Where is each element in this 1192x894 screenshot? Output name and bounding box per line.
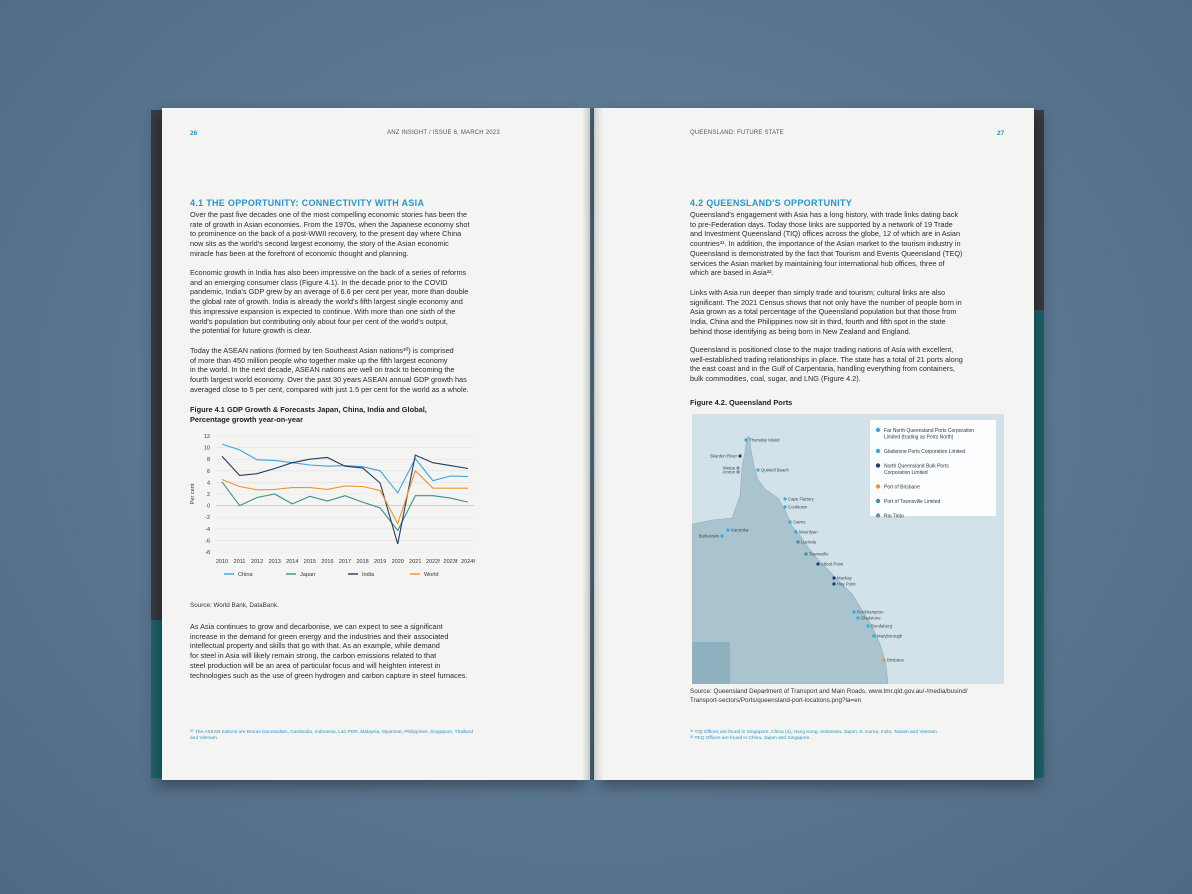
port-marker [744,438,747,441]
legend-label: World [424,572,439,578]
text-line: Transport-sectors/Ports/queensland-port-locations.png?la=en [690,696,862,704]
text-line: Links with Asia run deeper than simply trade and tourism; cultural links are also [690,288,946,297]
x-tick-label: 2023f [443,559,458,565]
text-line: and Investment Queensland (TIQ) offices across the globe, 12 of which are in Asian [690,229,960,239]
x-tick-label: 2013 [268,559,281,565]
y-tick-label: 0 [206,503,210,510]
port-label: Maryborough [877,633,903,639]
port-marker [832,576,835,579]
y-axis-label: Per cent [190,483,196,505]
port-marker [736,466,739,469]
text-line: in the world. In the next decade, ASEAN nations are well on track to becoming the [190,365,455,375]
port-marker [804,552,807,555]
port-marker [756,468,759,471]
x-tick-label: 2019 [374,559,387,565]
figure-title: Figure 4.2. Queensland Ports [690,398,793,407]
page-number: 27 [997,130,1005,137]
port-marker [738,454,741,457]
text-line: to prominence on the back of a post-WWII recovery, to the present day where China [190,229,462,239]
text-line: India, China and the Philippines now sit in third, fourth and fifth spot in the state [690,317,946,327]
y-tick-label: 8 [206,457,210,464]
y-tick-label: -6 [205,538,210,545]
port-label: Amrun [722,469,735,475]
text-line: technologies such as the use of green hydrogen and carbon capture in steel furnaces. [190,670,468,680]
legend-label: Rio Tinto [884,513,904,520]
legend-label: Corporation Limited [884,469,928,476]
text-line: Economic growth in India has also been impressive on the back of a series of reforms [190,268,467,277]
legend-label: North Queensland Bulk Ports [884,463,949,470]
y-tick-label: -2 [205,515,210,522]
text-line: significant. The 2021 Census shows that not only have the number of people born in [690,297,962,307]
y-tick-label: -8 [205,550,210,556]
port-label: Hay Point [837,581,856,587]
text-line: Figure 4.1 GDP Growth & Forecasts Japan, China, India and Global, [190,405,427,414]
text-line: for steel in Asia will likely remain strong, the carbon emissions related to that [190,651,437,661]
figure-source [690,688,1030,705]
page-number: 26 [190,130,198,137]
text-line: this impressive expansion is expected to continue. With more than one sixth of the [190,306,456,316]
y-tick-label: 6 [206,468,210,475]
text-line: Percentage growth year-on-year [190,414,303,424]
paragraph [690,345,1020,384]
port-label: Mourilyan [799,529,818,535]
y-tick-label: 10 [203,445,210,452]
text-line: ³¹ TIQ Offices are found in Singapore, China (4), Hong Kong, Indonesia, Japan, S. Korea, India, Taiwan and Vietnam. [690,730,939,735]
y-tick-label: 2 [206,492,210,498]
port-label: Brisbane [887,657,904,663]
text-line: behind those identifying as being born in New Zealand and England. [690,326,911,336]
text-line: ³² TEQ Offices are found in China, Japan and Singapore. [690,736,811,741]
text-line: and an emerging consumer class (Figure 4.1). In the decade prior to the COVID [190,277,448,287]
port-label: Thursday Island [749,437,780,443]
section-heading: 4.2 QUEENSLAND'S OPPORTUNITY [690,198,853,208]
y-tick-label: 12 [203,434,210,440]
port-label: Lucinda [801,539,817,545]
text-line: now sits as the world's second largest economy, the story of the Asian economic [190,239,449,249]
text-line: averaged close to 5 per cent, compared with just 1.5 per cent for the world as a whole. [190,384,469,394]
legend-label: Far North Queensland Ports Corporation [884,427,975,434]
text-line: intellectual property and skills that go with that. As an example, while demand [190,641,440,651]
text-line: world's population but contributing only about four per cent of the world's output, [190,316,448,326]
page-header: QUEENSLAND: FUTURE STATE [690,130,784,136]
closing-paragraph [190,622,580,680]
legend-label: Port of Townsville Limited [884,498,941,505]
text-line: Asia grown as a total percentage of the Queensland population but that those from [690,307,957,317]
text-line: miracle has been at the forefront of economic thought and planning. [190,248,409,258]
legend-label: India [362,572,375,578]
text-line: Queensland is demonstrated by the fact that Tourism and Events Queensland (TEQ) [690,248,963,258]
book-gutter-shadow [582,108,604,780]
right-cover-edge-accent [1033,310,1044,778]
port-marker [852,610,855,613]
port-marker [794,530,797,533]
legend-label: Port of Brisbane [884,484,920,491]
left-page [162,108,590,780]
port-marker [882,658,885,661]
x-tick-label: 2016 [321,559,334,565]
legend-label: China [238,572,253,578]
port-marker [796,540,799,543]
port-label: Burketown [698,533,719,539]
legend-dot [876,484,880,488]
text-line: countries³¹. In addition, the importance of the Asian market to the tourism industry in [690,239,961,249]
port-marker [872,634,875,637]
legend-label: Gladstone Ports Corporation Limited [884,448,965,455]
section-heading: 4.1 THE OPPORTUNITY: CONNECTIVITY WITH ASIA [190,198,425,208]
port-marker [866,624,869,627]
x-tick-label: 2017 [338,559,352,565]
text-line: ³⁰ The ASEAN nations are Brunei Darussalam, Cambodia, Indonesia, Lao PDR, Malaysia, Myanmar, Philippines, Singapore, Thailand [190,730,474,735]
port-label: Skardon River [709,453,737,459]
x-tick-label: 2020 [391,559,404,565]
port-marker [783,505,786,508]
port-label: Cape Flattery [788,496,814,502]
text-line: As Asia continues to grow and decarbonise, we can expect to see a significant [190,622,443,631]
text-line: Queensland's engagement with Asia has a long history, with trade links dating back [690,210,959,219]
text-line: rate of growth in Asian economies. From the 1970s, when the Japanese economy shot [190,219,470,229]
port-label: Cairns [793,519,806,525]
port-label: Weipa [722,465,735,471]
port-marker [783,497,786,500]
port-label: Karumba [731,527,749,533]
text-line: the east coast and in the Gulf of Carpentaria, handling everything from containers, [690,364,955,374]
legend-label: Japan [300,572,316,578]
footnote [190,730,580,742]
port-label: Rockhampton [857,609,884,615]
figure-source: Source: World Bank, DataBank. [190,602,279,609]
text-line: the global rate of growth. India is already the world's fifth largest single economy and [190,297,463,307]
legend-dot [876,463,880,467]
paragraph [190,268,580,336]
text-line: fourth largest world economy. Over the past 30 years ASEAN annual GDP growth has [190,375,467,385]
text-line: bulk commodities, coal, sugar, and LNG (Figure 4.2). [690,374,861,384]
paragraph [190,210,580,259]
port-marker [726,528,729,531]
text-line: well-established trading relationships in place. The state has a total of 21 ports along [690,354,963,364]
gdp-line-chart [184,428,484,598]
text-line: which are based in Asia³². [690,268,774,278]
text-line: the potential for future growth is clear. [190,326,312,336]
port-label: Bundaberg [871,623,893,629]
queensland-ports-map [692,414,1004,684]
port-label: Quintell Beach [761,467,789,473]
port-label: Townsville [809,551,829,557]
legend-label: Limited (trading as Ports North) [884,434,954,441]
map-inset [692,642,730,684]
port-marker [788,520,791,523]
x-tick-label: 2021 [409,559,422,565]
y-tick-label: 4 [206,480,210,487]
series-line-india [222,455,468,544]
port-marker [736,470,739,473]
text-line: services the Asian market by maintaining four international hub offices, three of [690,258,945,268]
text-line: Today the ASEAN nations (formed by ten Southeast Asian nations³⁰) is comprised [190,346,454,355]
legend-dot [876,499,880,503]
text-line: to pre-Federation days. Today those links are supported by a network of 19 Trade [690,219,953,229]
paragraph [190,346,580,395]
legend-dot [876,449,880,453]
port-label: Abbot Point [821,561,844,567]
page-header: ANZ INSIGHT / ISSUE 6, MARCH 2023 [387,130,500,136]
x-tick-label: 2014 [286,559,299,565]
paragraph [690,288,1020,337]
text-line: of more than 450 million people who together make up the fifth largest economy [190,355,448,365]
x-tick-label: 2024f [461,559,475,565]
series-line-japan [222,482,468,531]
x-tick-label: 2011 [233,559,246,565]
y-tick-label: -4 [205,526,210,533]
text-line: steel production will be an area of particular focus and will heighten interest in [190,660,441,670]
x-tick-label: 2018 [356,559,369,565]
text-line: Queensland is positioned close to the major trading nations of Asia with excellent, [690,345,954,354]
figure-title [190,405,580,424]
port-marker [720,534,723,537]
text-line: increase in the demand for green energy and the industries and their associated [190,631,449,641]
x-tick-label: 2010 [215,559,229,565]
port-label: Gladstone [861,615,881,621]
right-page [594,108,1034,780]
text-line: Over the past five decades one of the most compelling economic stories has been the [190,210,468,219]
port-label: Cooktown [788,504,808,510]
legend-dot [876,513,880,517]
text-line: pandemic, India's GDP grew by an average of 6.6 per cent per year, more than double [190,287,469,297]
x-tick-label: 2015 [303,559,316,565]
paragraph [690,210,1020,278]
x-tick-label: 2022f [425,559,440,565]
x-tick-label: 2012 [251,559,264,565]
port-marker [816,562,819,565]
port-marker [832,582,835,585]
text-line: and Vietnam. [190,736,219,741]
text-line: Source: Queensland Department of Transport and Main Roads, www.tmr.qld.gov.au/-/media/busind/ [690,688,968,695]
port-marker [856,616,859,619]
port-label: Mackay [837,575,852,581]
legend-dot [876,428,880,432]
footnote [690,730,1020,742]
